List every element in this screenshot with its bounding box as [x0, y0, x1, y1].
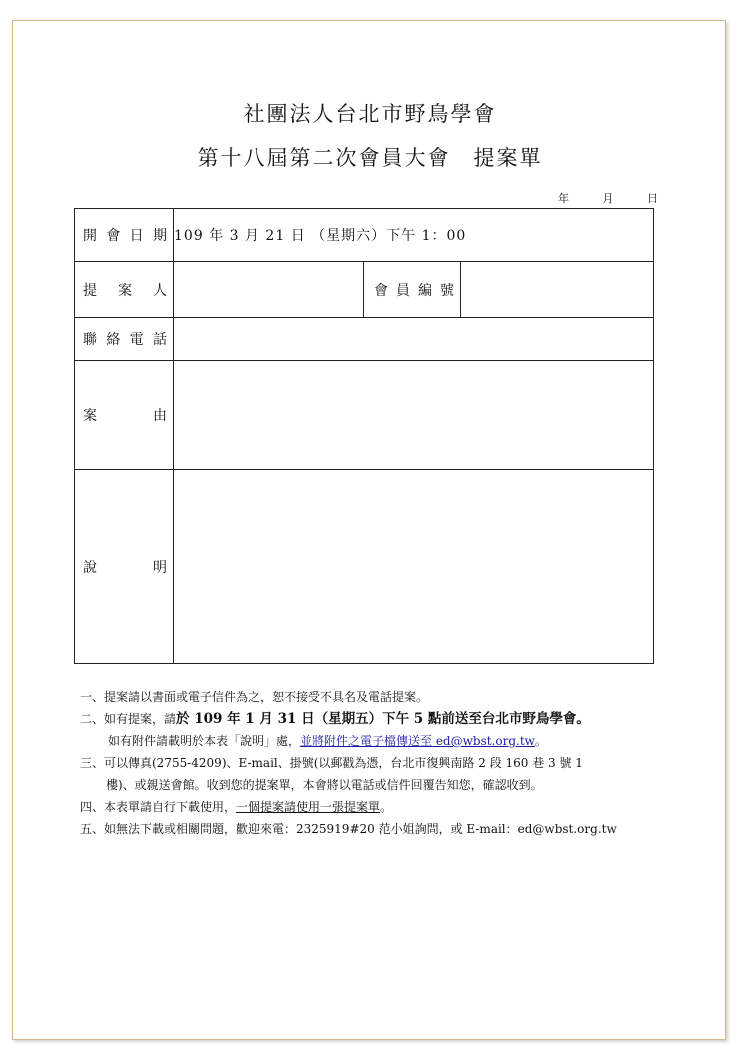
phone-label-cell: 聯 絡 電 話 — [75, 318, 174, 361]
deadline-text: 於 109 年 1 月 31 日（星期五）下午 5 點前送至台北市野鳥學會。 — [176, 711, 590, 727]
day-label: 日 — [647, 192, 658, 205]
explanation-label-cell: 說 明 — [75, 470, 174, 664]
note-2: 二、如有提案，請於 109 年 1 月 31 日（星期五）下午 5 點前送至台北市野鳥學會。 — [80, 711, 590, 727]
meeting-date-value: 109 年 3 月 21 日 （星期六）下午 1：00 — [174, 209, 654, 262]
proposal-form-table — [74, 208, 654, 664]
proposer-field[interactable] — [174, 262, 364, 318]
phone-field[interactable] — [174, 318, 654, 361]
note-1: 一、提案請以書面或電子信件為之，恕不接受不具名及電話提案。 — [80, 690, 429, 704]
year-label: 年 — [558, 192, 569, 205]
note-5: 五、如無法下載或相關問題，歡迎來電：2325919#20 范小姐詢問，或 E-mail：ed@wbst.org.tw — [80, 822, 617, 836]
month-label: 月 — [602, 192, 614, 205]
one-proposal-per-form: 一個提案請使用一張提案單 — [236, 800, 381, 814]
note-3-continued: 樓)、或親送會館。收到您的提案單，本會將以電話或信件回覆告知您，確認收到。 — [106, 778, 543, 792]
org-title: 社團法人台北市野鳥學會 — [243, 102, 497, 126]
form-title: 第十八屆第二次會員大會 提案單 — [197, 146, 543, 170]
proposer-label-cell: 提 案 人 — [75, 262, 174, 318]
meeting-date-label-cell: 開 會 日 期 — [75, 209, 174, 262]
date-fill-line — [558, 190, 658, 206]
notes-section — [80, 686, 680, 840]
note-2-detail: 如有附件請載明於本表「說明」處，並將附件之電子檔傳送至 ed@wbst.org.tw。 — [108, 734, 547, 748]
note-3: 三、可以傳真(2755-4209)、E-mail、掛號(以郵戳為憑，台北市復興南路 2 段 160 巷 3 號 1 — [80, 756, 583, 770]
member-no-field[interactable] — [461, 262, 654, 318]
reason-label-cell: 案 由 — [75, 361, 174, 470]
member-no-label-cell: 會 員 編 號 — [364, 262, 461, 318]
attachment-email-link[interactable]: 並將附件之電子檔傳送至 ed@wbst.org.tw — [300, 734, 535, 748]
note-4: 四、本表單請自行下載使用，一個提案請使用一張提案單。 — [80, 800, 393, 814]
reason-field[interactable] — [174, 361, 654, 470]
explanation-field[interactable] — [174, 470, 654, 664]
